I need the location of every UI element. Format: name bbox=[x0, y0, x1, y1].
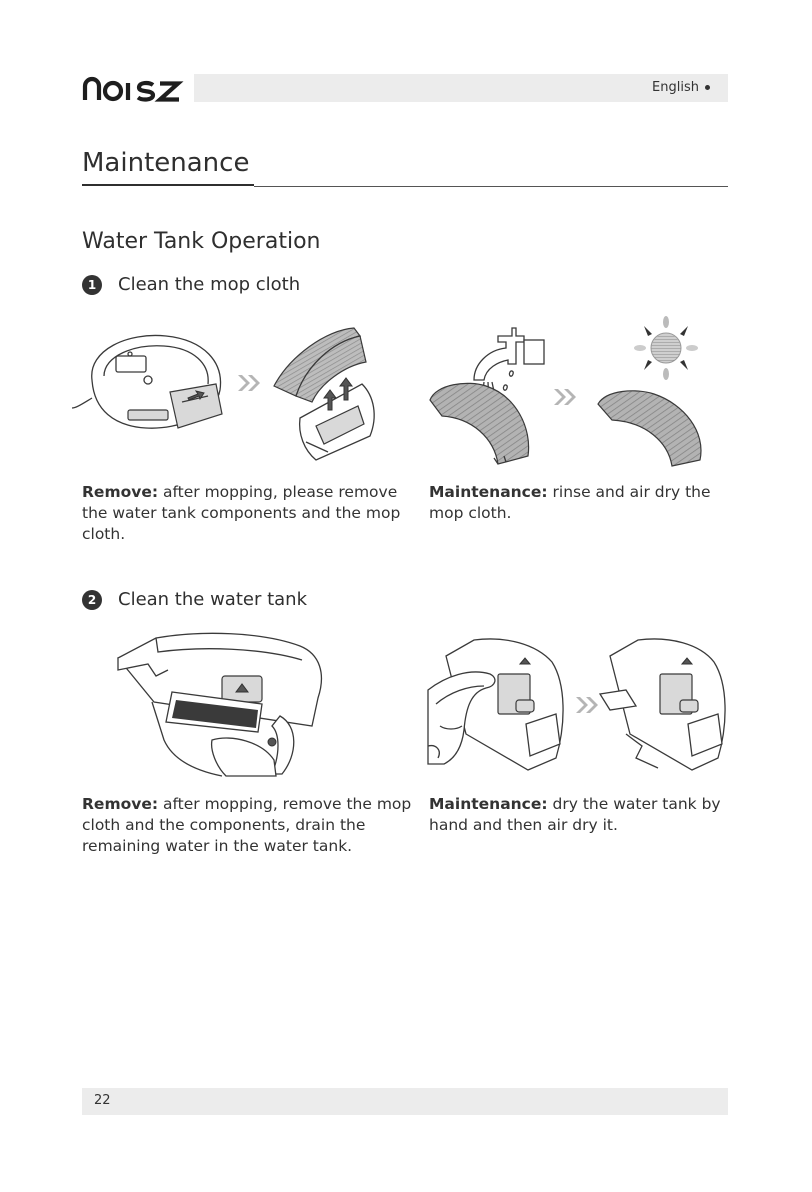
section-title: Water Tank Operation bbox=[82, 229, 321, 254]
brand-logo bbox=[82, 72, 186, 104]
step-label: Clean the water tank bbox=[118, 589, 307, 610]
caption-lead: Remove: bbox=[82, 795, 159, 813]
brand-text: noısz bbox=[82, 72, 85, 73]
step-label: Clean the mop cloth bbox=[118, 274, 301, 295]
air-dry-tank-illustration bbox=[596, 634, 726, 774]
step-1-remove-caption bbox=[82, 482, 412, 545]
language-label: English bbox=[652, 80, 699, 95]
step-number-badge: 1 bbox=[82, 275, 102, 295]
dry-tank-by-hand-illustration bbox=[426, 634, 566, 774]
page-number: 22 bbox=[94, 1093, 111, 1108]
title-rule bbox=[254, 186, 728, 187]
caption-lead: Maintenance: bbox=[429, 483, 548, 501]
drain-water-tank-illustration bbox=[112, 630, 332, 776]
language-indicator bbox=[652, 80, 710, 95]
caption-lead: Maintenance: bbox=[429, 795, 548, 813]
caption-text: after mopping, remove the mop cloth and the components, drain the remaining water in the water tank. bbox=[82, 795, 412, 855]
title-underline bbox=[82, 184, 254, 186]
robot-remove-tank-illustration bbox=[70, 318, 230, 444]
page-title: Maintenance bbox=[82, 148, 250, 178]
mop-cloth-detach-illustration bbox=[270, 326, 388, 462]
double-chevron-right-icon bbox=[552, 386, 582, 408]
step-2-maintenance-caption bbox=[429, 794, 733, 836]
header-bar bbox=[194, 74, 728, 102]
sun-icon bbox=[634, 316, 698, 380]
footer-bar bbox=[82, 1088, 728, 1115]
caption-lead: Remove: bbox=[82, 483, 159, 501]
step-2-heading bbox=[82, 589, 307, 610]
double-chevron-right-icon bbox=[236, 372, 266, 394]
caption-text: dry the water tank by hand and then air dry it. bbox=[429, 795, 721, 834]
caption-text: after mopping, please remove the water tank components and the mop cloth. bbox=[82, 483, 401, 543]
step-1-heading bbox=[82, 274, 300, 295]
step-number-badge: 2 bbox=[82, 590, 102, 610]
bullet-icon bbox=[705, 85, 710, 90]
air-dry-mop-cloth-illustration bbox=[596, 318, 716, 468]
step-1-maintenance-caption bbox=[429, 482, 729, 524]
step-2-remove-caption bbox=[82, 794, 412, 857]
rinse-mop-cloth-illustration bbox=[428, 320, 548, 468]
caption-text: rinse and air dry the mop cloth. bbox=[429, 483, 711, 522]
